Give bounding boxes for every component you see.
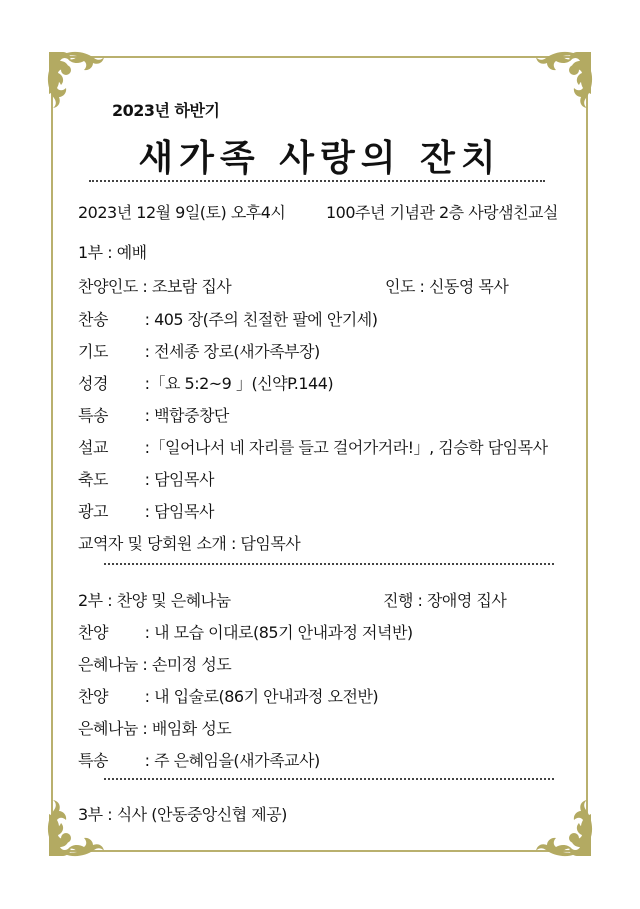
program-item: [78, 467, 214, 490]
item-label: 설교: [78, 438, 108, 457]
program-item: [78, 403, 229, 426]
part1-leader: 찬양인도 : 조보람 집사: [78, 277, 232, 296]
corner-ornament-icon: [44, 48, 108, 112]
corner-ornament-icon: [532, 48, 596, 112]
item-label: 특송: [78, 406, 108, 425]
divider: [104, 778, 554, 780]
divider: [89, 180, 545, 182]
program-item: [78, 307, 377, 330]
item-label: 은혜나눔: [78, 719, 138, 738]
item-label: 은혜나눔: [78, 655, 138, 674]
item-value: : 배임화 성도: [142, 719, 232, 738]
part2-presider: 진행 : 장애영 집사: [383, 591, 507, 610]
item-value: :「요 5:2~9 」(신약P.144): [144, 374, 334, 393]
event-datetime: 2023년 12월 9일(토) 오후4시: [78, 203, 286, 222]
item-value: : 내 모습 이대로(85기 안내과정 저녁반): [144, 623, 413, 642]
item-label: 축도: [78, 470, 108, 489]
part3-heading: 3부 : 식사 (안동중앙신협 제공): [78, 805, 287, 824]
item-value: : 담임목사: [144, 470, 214, 489]
program-item: [78, 652, 231, 675]
item-value: :「일어나서 네 자리를 들고 걸어가거라!」, 김승학 담임목사: [144, 438, 548, 457]
item-value: : 손미정 성도: [142, 655, 232, 674]
subtitle: 2023년 하반기: [112, 101, 220, 120]
item-label: 성경: [78, 374, 108, 393]
program-item: [78, 684, 378, 707]
program-item: [78, 339, 320, 362]
program-item: [78, 435, 548, 458]
part1-heading: 1부 : 예배: [78, 243, 147, 262]
item-label: 기도: [78, 342, 108, 361]
program-item: [78, 499, 214, 522]
item-label: 찬양: [78, 687, 108, 706]
program-item: [78, 620, 413, 643]
item-value: : 백합중창단: [144, 406, 229, 425]
program-item: [78, 371, 333, 394]
item-value: : 내 입술로(86기 안내과정 오전반): [144, 687, 379, 706]
part2-heading: 2부 : 찬양 및 은혜나눔: [78, 591, 231, 610]
program-item: [78, 748, 320, 771]
event-venue: 100주년 기념관 2층 사랑샘친교실: [326, 203, 558, 222]
item-label: 찬송: [78, 310, 108, 329]
program-item: [78, 716, 231, 739]
item-value: : 담임목사: [144, 502, 214, 521]
item-label: 광고: [78, 502, 108, 521]
item-label: 특송: [78, 751, 108, 770]
corner-ornament-icon: [532, 796, 596, 860]
item-label: 찬양: [78, 623, 108, 642]
item-value: : 주 은혜임을(새가족교사): [144, 751, 320, 770]
item-value: : 전세종 장로(새가족부장): [144, 342, 320, 361]
divider: [104, 563, 554, 565]
item-value: : 405 장(주의 친절한 팔에 안기세): [144, 310, 378, 329]
page-title: 새가족 사랑의 잔치: [138, 138, 502, 179]
part1-presider: 인도 : 신동영 목사: [385, 277, 509, 296]
part1-intro: 교역자 및 당회원 소개 : 담임목사: [78, 534, 301, 553]
